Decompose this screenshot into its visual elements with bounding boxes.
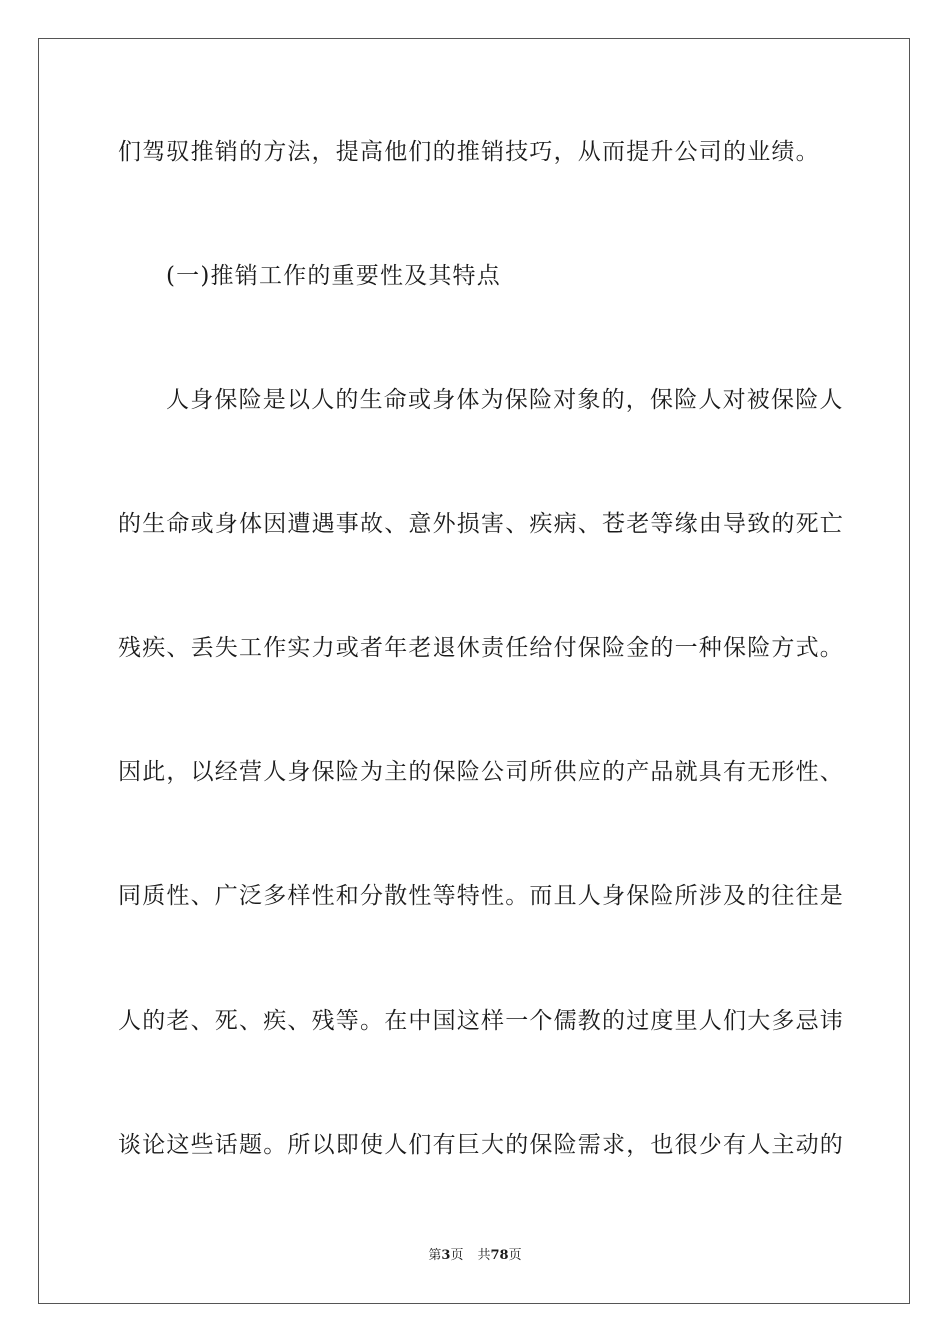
text-line-9: 谈论这些话题。所以即使人们有巨大的保险需求，也很少有人主动的: [118, 1132, 844, 1158]
total-suffix: 页: [508, 1248, 522, 1263]
total-prefix: 共: [477, 1248, 491, 1263]
page-number: 3: [441, 1248, 451, 1263]
text-line-6: 因此，以经营人身保险为主的保险公司所供应的产品就具有无形性、: [118, 759, 844, 785]
text-line-3: 人身保险是以人的生命或身体为保险对象的，保险人对被保险人: [166, 387, 844, 413]
text-line-5: 残疾、丢失工作实力或者年老退休责任给付保险金的一种保险方式。: [118, 635, 844, 661]
text-line-7: 同质性、广泛多样性和分散性等特性。而且人身保险所涉及的往往是: [118, 883, 844, 909]
text-line-1: 们驾驭推销的方法，提高他们的推销技巧，从而提升公司的业绩。: [118, 139, 820, 165]
text-line-8: 人的老、死、疾、残等。在中国这样一个儒教的过度里人们大多忌讳: [118, 1008, 844, 1034]
page-border: [38, 38, 910, 1304]
page-suffix: 页: [450, 1248, 464, 1263]
page-prefix: 第: [428, 1248, 442, 1263]
text-line-4: 的生命或身体因遭遇事故、意外损害、疾病、苍老等缘由导致的死亡: [118, 511, 844, 537]
section-heading: (一)推销工作的重要性及其特点: [166, 263, 501, 289]
page-footer: [0, 1247, 950, 1265]
total-pages: 78: [490, 1248, 509, 1263]
